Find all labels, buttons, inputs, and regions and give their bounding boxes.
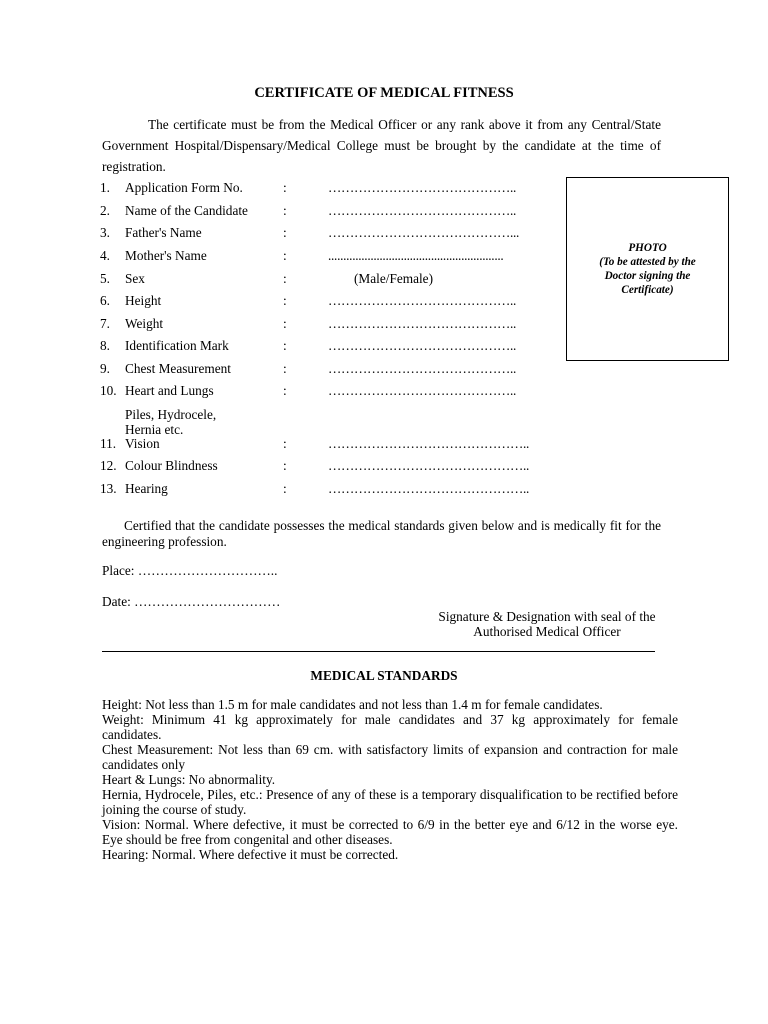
form-field-row <box>100 316 560 332</box>
photo-instructions <box>567 241 728 297</box>
field-colon: : <box>283 271 287 286</box>
field-colon: : <box>283 248 287 263</box>
field-number: 10. <box>100 383 117 398</box>
fill-in-blank: …………………………………….. <box>328 316 517 331</box>
standard-item: Hernia, Hydrocele, Piles, etc.: Presence of any of these is a temporary disqualification to be rectified before joining the course of study. <box>102 787 678 817</box>
fill-in-blank: …………………………………….. <box>328 180 517 195</box>
field-number: 7. <box>100 316 110 331</box>
field-number: 1. <box>100 180 110 195</box>
field-number: 9. <box>100 361 110 376</box>
photo-note-line: Certificate) <box>621 284 674 296</box>
field-label: Heart and Lungs <box>125 383 214 398</box>
fill-in-blank: …………………………………….. <box>328 383 517 398</box>
medical-standards-list <box>102 697 678 862</box>
field-number: 2. <box>100 203 110 218</box>
field-number: 13. <box>100 481 117 496</box>
photo-label: PHOTO <box>628 242 667 254</box>
intro-paragraph: The certificate must be from the Medical Officer or any rank above it from any Central/State Government Hospital/Dispensary/Medical College must be brought by the candidate at the time of registration. <box>102 117 661 174</box>
form-field-row <box>100 271 560 287</box>
field-number: 11. <box>100 436 117 451</box>
field-colon: : <box>283 436 287 451</box>
fill-in-blank: ……………………………………….. <box>328 458 530 473</box>
fill-in-blank: …………………………………….. <box>328 203 517 218</box>
field-label: Father's Name <box>125 225 202 240</box>
form-field-row <box>100 225 560 241</box>
standards-heading: MEDICAL STANDARDS <box>310 668 458 683</box>
place-field: Place: ………………………….. <box>102 563 278 578</box>
standard-item: Chest Measurement: Not less than 69 cm. with satisfactory limits of expansion and contraction for male candidates only <box>102 742 678 772</box>
photo-note-line: (To be attested by the <box>599 256 696 268</box>
field-number: 3. <box>100 225 110 240</box>
field-colon: : <box>283 338 287 353</box>
field-label: Name of the Candidate <box>125 203 248 218</box>
field-colon: : <box>283 458 287 473</box>
field-colon: : <box>283 383 287 398</box>
field-label: Application Form No. <box>125 180 243 195</box>
signature-line: Authorised Medical Officer <box>473 624 621 639</box>
standard-item: Heart & Lungs: No abnormality. <box>102 772 276 787</box>
form-field-row <box>100 383 560 399</box>
field-colon: : <box>283 481 287 496</box>
form-field-row <box>100 338 560 354</box>
form-field-row <box>100 180 560 196</box>
field-colon: : <box>283 316 287 331</box>
field-label-continuation: Piles, Hydrocele, <box>125 407 217 422</box>
form-field-row <box>100 203 560 219</box>
field-number: 12. <box>100 458 117 473</box>
sex-options: (Male/Female) <box>354 271 434 286</box>
form-field-row <box>100 436 560 452</box>
form-field-row <box>100 361 560 377</box>
field-label: Sex <box>125 271 145 286</box>
standard-item: Hearing: Normal. Where defective it must be corrected. <box>102 847 399 862</box>
field-number: 4. <box>100 248 110 263</box>
field-label: Height <box>125 293 162 308</box>
field-label: Mother's Name <box>125 248 207 263</box>
field-colon: : <box>283 361 287 376</box>
form-field-row <box>100 458 560 474</box>
standard-item: Height: Not less than 1.5 m for male candidates and not less than 1.4 m for female candidates. <box>102 697 603 712</box>
field-label: Hearing <box>125 481 168 496</box>
form-field-row <box>100 481 560 497</box>
photo-note-line: Doctor signing the <box>604 270 691 282</box>
standard-item: Vision: Normal. Where defective, it must be corrected to 6/9 in the better eye and 6/12 in the worse eye. Eye should be free from congenital and other diseases. <box>102 817 678 847</box>
field-label: Colour Blindness <box>125 458 218 473</box>
fill-in-blank: …………………………………….. <box>328 338 517 353</box>
date-field: Date: …………………………… <box>102 594 281 609</box>
fill-in-blank: ……………………………………….. <box>328 436 530 451</box>
field-number: 5. <box>100 271 110 286</box>
standard-item: Weight: Minimum 41 kg approximately for male candidates and 37 kg approximately for female candidates. <box>102 712 678 742</box>
field-label: Identification Mark <box>125 338 229 353</box>
field-number: 8. <box>100 338 110 353</box>
field-colon: : <box>283 293 287 308</box>
fill-in-blank: ……………………………………... <box>328 225 520 240</box>
fill-in-blank: ……………………………………….. <box>328 481 530 496</box>
photo-box <box>566 177 729 361</box>
fill-in-blank: …………………………………….. <box>328 361 517 376</box>
divider-line <box>102 651 655 652</box>
field-label: Chest Measurement <box>125 361 231 376</box>
signature-block <box>402 609 692 639</box>
form-field-row <box>100 293 560 309</box>
field-number: 6. <box>100 293 110 308</box>
certification-statement: Certified that the candidate possesses the medical standards given below and is medically fit for the engineering profession. <box>102 518 661 549</box>
field-label: Vision <box>125 436 160 451</box>
field-label-continuation: Hernia etc. <box>125 422 184 437</box>
field-colon: : <box>283 180 287 195</box>
fill-in-blank: .......................................................... <box>328 248 504 263</box>
field-colon: : <box>283 225 287 240</box>
signature-line: Signature & Designation with seal of the <box>438 609 656 624</box>
field-colon: : <box>283 203 287 218</box>
form-field-row <box>100 248 560 264</box>
field-label: Weight <box>125 316 164 331</box>
page-title: CERTIFICATE OF MEDICAL FITNESS <box>254 85 514 101</box>
fill-in-blank: …………………………………….. <box>328 293 517 308</box>
